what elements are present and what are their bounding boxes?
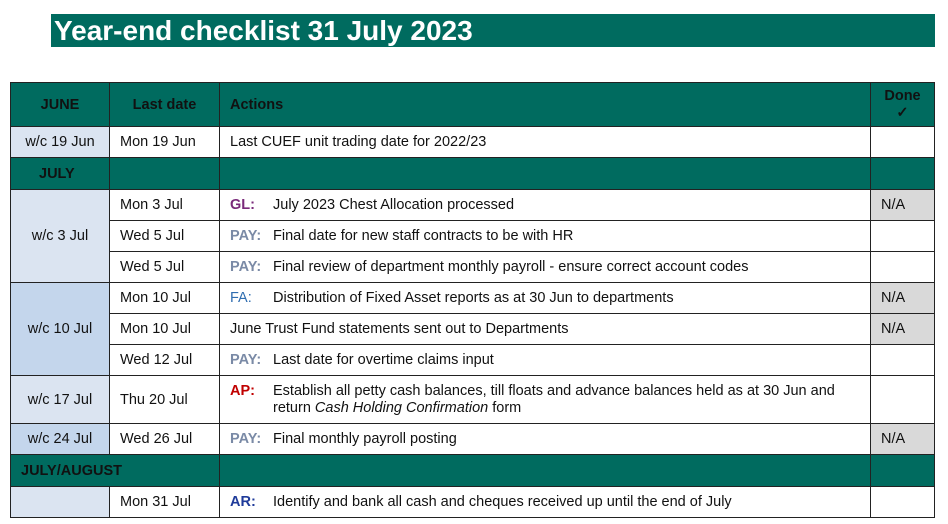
action-cell xyxy=(220,345,871,376)
done-cell[interactable]: N/A xyxy=(871,424,935,455)
section-fill xyxy=(110,158,220,190)
header-month: JUNE xyxy=(11,83,110,127)
section-label: JULY xyxy=(11,158,110,190)
header-done xyxy=(871,83,935,127)
action-text-form-name: Cash Holding Confirmation xyxy=(314,399,489,416)
week-cell: w/c 17 Jul xyxy=(11,376,110,424)
action-text: Final date for new staff contracts to be with HR xyxy=(273,228,574,244)
action-cell xyxy=(220,376,871,424)
page-title: Year-end checklist 31 July 2023 xyxy=(51,14,935,47)
done-cell[interactable] xyxy=(871,345,935,376)
action-code: AR: xyxy=(230,494,256,510)
action-text: Final review of department monthly payroll - ensure correct account codes xyxy=(273,259,749,275)
section-label: JULY/AUGUST xyxy=(11,455,220,487)
table-row xyxy=(11,127,935,158)
action-cell xyxy=(220,190,871,221)
table-row xyxy=(11,424,935,455)
table-row xyxy=(11,376,935,424)
done-cell[interactable] xyxy=(871,127,935,158)
done-cell[interactable]: N/A xyxy=(871,190,935,221)
action-code: FA: xyxy=(230,290,252,306)
action-cell xyxy=(220,283,871,314)
section-fill xyxy=(220,158,871,190)
table-row xyxy=(11,283,935,314)
action-text xyxy=(273,383,870,417)
action-text: Last CUEF unit trading date for 2022/23 xyxy=(230,134,487,150)
header-actions: Actions xyxy=(220,83,871,127)
action-cell xyxy=(220,127,871,158)
date-cell: Thu 20 Jul xyxy=(110,376,220,424)
action-code: AP: xyxy=(230,382,255,399)
done-cell[interactable] xyxy=(871,221,935,252)
action-code: PAY: xyxy=(230,228,262,244)
date-cell: Wed 5 Jul xyxy=(110,221,220,252)
action-text: June Trust Fund statements sent out to Departments xyxy=(230,321,569,337)
check-icon: ✓ xyxy=(896,104,909,121)
done-cell[interactable] xyxy=(871,487,935,518)
section-fill xyxy=(871,158,935,190)
action-text: Identify and bank all cash and cheques received up until the end of July xyxy=(273,494,732,510)
done-cell[interactable]: N/A xyxy=(871,283,935,314)
done-cell[interactable] xyxy=(871,376,935,424)
date-cell: Mon 10 Jul xyxy=(110,314,220,345)
date-cell: Mon 10 Jul xyxy=(110,283,220,314)
action-text: Distribution of Fixed Asset reports as at 30 Jun to departments xyxy=(273,290,674,306)
date-cell: Mon 31 Jul xyxy=(110,487,220,518)
table-header-row xyxy=(11,83,935,127)
action-text: July 2023 Chest Allocation processed xyxy=(273,197,515,213)
week-cell: w/c 10 Jul xyxy=(11,283,110,376)
section-fill xyxy=(220,455,871,487)
date-cell: Wed 12 Jul xyxy=(110,345,220,376)
action-cell xyxy=(220,487,871,518)
date-cell: Wed 26 Jul xyxy=(110,424,220,455)
action-code: PAY: xyxy=(230,352,262,368)
table-row xyxy=(11,345,935,376)
checklist-table xyxy=(10,82,935,518)
action-cell xyxy=(220,221,871,252)
action-cell xyxy=(220,314,871,345)
header-last-date: Last date xyxy=(110,83,220,127)
week-cell xyxy=(11,487,110,518)
header-done-label: Done xyxy=(884,87,921,104)
table-row xyxy=(11,221,935,252)
action-text-tail: form xyxy=(492,399,522,416)
action-code: PAY: xyxy=(230,259,262,275)
date-cell: Mon 19 Jun xyxy=(110,127,220,158)
action-code: GL: xyxy=(230,197,255,213)
action-text: Final monthly payroll posting xyxy=(273,431,457,447)
action-text: Last date for overtime claims input xyxy=(273,352,494,368)
action-text-main: Establish all petty cash balances, till floats and advance balances held as at 30 Jun and return xyxy=(273,382,835,416)
date-cell: Mon 3 Jul xyxy=(110,190,220,221)
done-cell[interactable] xyxy=(871,252,935,283)
done-cell[interactable]: N/A xyxy=(871,314,935,345)
action-cell xyxy=(220,252,871,283)
section-fill xyxy=(871,455,935,487)
action-cell xyxy=(220,424,871,455)
action-code: PAY: xyxy=(230,431,262,447)
table-row xyxy=(11,252,935,283)
table-row xyxy=(11,190,935,221)
section-row-july xyxy=(11,158,935,190)
date-cell: Wed 5 Jul xyxy=(110,252,220,283)
week-cell: w/c 3 Jul xyxy=(11,190,110,283)
table-row xyxy=(11,314,935,345)
week-cell: w/c 19 Jun xyxy=(11,127,110,158)
week-cell: w/c 24 Jul xyxy=(11,424,110,455)
table-row xyxy=(11,487,935,518)
section-row-july-august xyxy=(11,455,935,487)
